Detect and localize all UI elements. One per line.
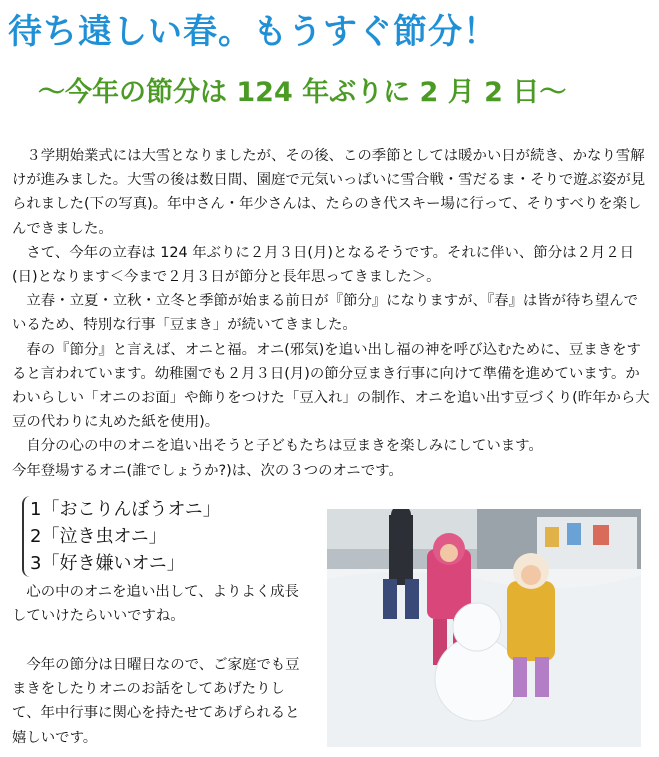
- article-body: [12, 144, 652, 483]
- closing-paragraph-2: 今年の節分は日曜日なので、ご家庭でも豆まきをしたりオニのお話をしてあげたりして、年中行事に関心を持たせてあげられると嬉しいです。: [12, 657, 300, 746]
- snow-play-photo: [327, 509, 641, 747]
- page-subtitle: ～今年の節分は 124 年ぶりに 2 月 2 日～: [38, 77, 567, 108]
- oni-list-item: 3「好き嫌いオニ」: [30, 553, 185, 574]
- paragraph-risshun: さて、今年の立春は 124 年ぶりに２月３日(月)となるそうです。それに伴い、節分は２月２日(日)となります＜今まで２月３日が節分と長年思ってきました＞。: [12, 244, 635, 286]
- paragraph-oni-intro: 今年登場するオニ(誰でしょうか?)は、次の３つのオニです。: [12, 462, 403, 479]
- paragraph-oni-fuku: 春の『節分』と言えば、オニと福。オニ(邪気)を追い出し福の神を呼び込むために、豆まきをすると言われています。幼稚園でも２月３日(月)の節分豆まき行事に向けて準備を進めています。かわいらしい「オニのお面」や飾りをつけた「豆入れ」の制作、オニを追い出す豆づくり(昨年から大豆の代わりに丸めた紙を使用)。: [12, 341, 650, 431]
- closing-block-1: [12, 580, 312, 628]
- paragraph-snow: ３学期始業式には大雪となりましたが、その後、この季節としては暖かい日が続き、かなり雪解けが進みました。大雪の後は数日間、園庭で元気いっぱいに雪合戦・雪だるま・そりで遊ぶ姿が見られました(下の写真)。年中さん・年少さんは、たらのき代スキー場に行って、そりすべりを楽しんできました。: [12, 148, 646, 237]
- oni-list: [22, 496, 221, 577]
- closing-block-2: [12, 653, 312, 750]
- oni-list-item: 1「おこりんぼうオニ」: [30, 499, 221, 520]
- oni-list-item: 2「泣き虫オニ」: [30, 526, 167, 547]
- snow-play-illustration: [327, 509, 641, 747]
- paragraph-children: 自分の心の中のオニを追い出そうと子どもたちは豆まきを楽しみにしています。: [26, 438, 543, 455]
- paragraph-setsubun-meaning: 立春・立夏・立秋・立冬と季節が始まる前日が『節分』になりますが、『春』は皆が待ち望んでいるため、特別な行事「豆まき」が続いてきました。: [12, 293, 638, 334]
- page-title: 待ち遠しい春。もうすぐ節分！: [8, 12, 498, 52]
- closing-paragraph-1: 心の中のオニを追い出して、よりよく成長していけたらいいですね。: [12, 584, 299, 625]
